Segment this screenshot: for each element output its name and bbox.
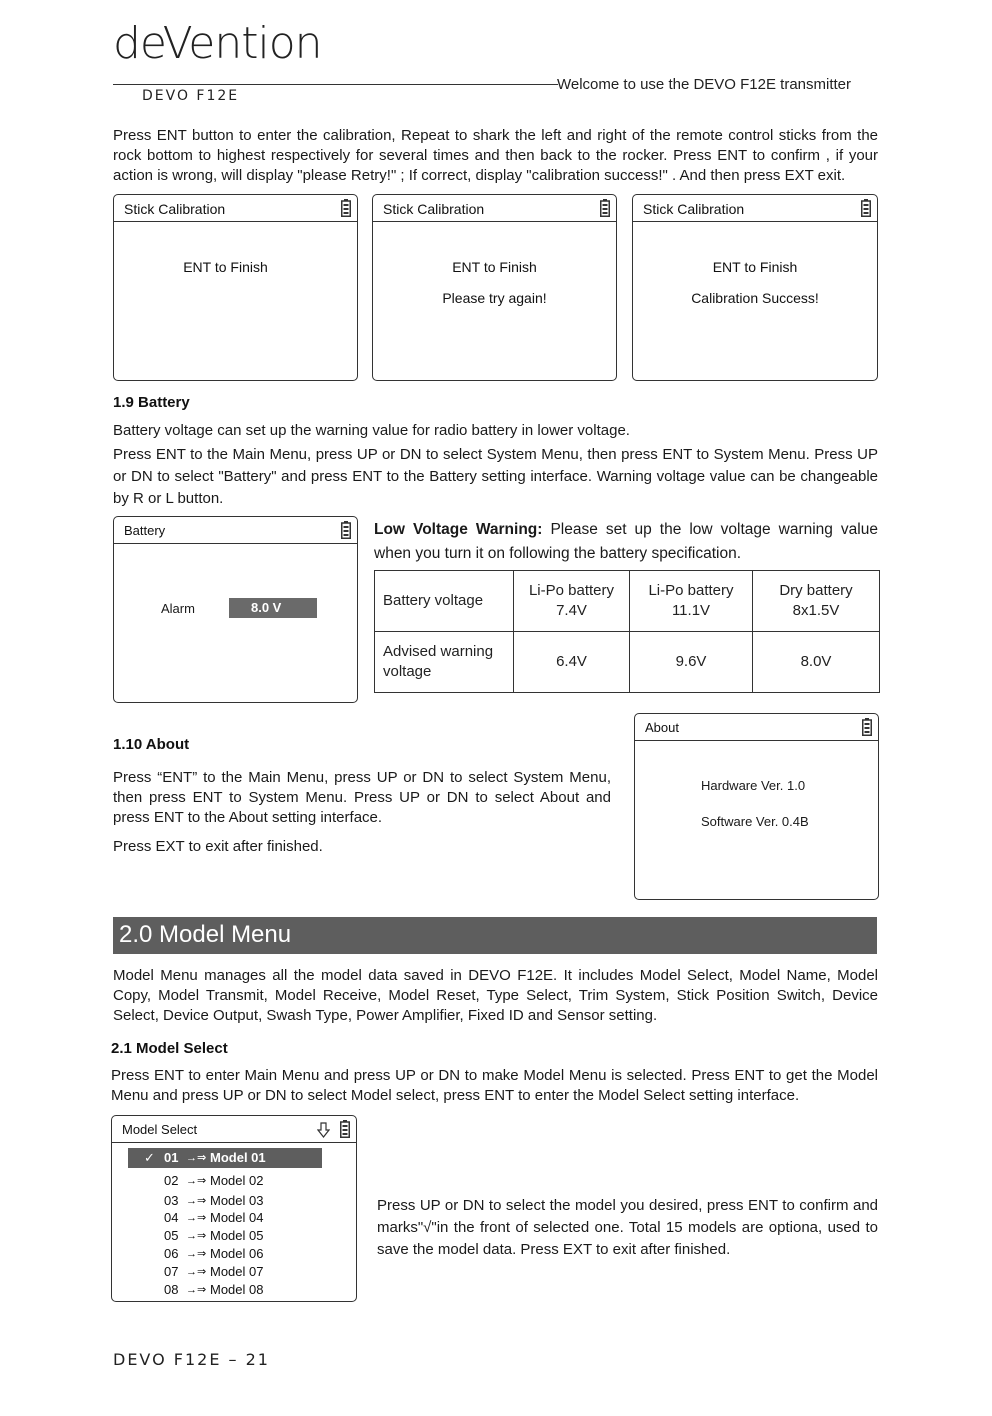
lcd-title: Stick Calibration [643,201,745,217]
table-cell: Battery voltage [375,571,514,632]
alarm-value[interactable]: 8.0 V [229,598,317,618]
transmit-arrow-icon: →⇒ [186,1152,207,1164]
model-number: 01 [164,1150,179,1165]
lcd-screen-calibration-1 [113,194,358,381]
table-row [375,632,880,693]
model-number: 05 [164,1228,179,1243]
battery-icon [862,718,872,736]
table-cell: 9.6V [630,632,753,693]
hardware-version: Hardware Ver. 1.0 [701,778,806,793]
model-number: 08 [164,1282,179,1297]
battery-icon [600,199,610,217]
battery-paragraph-1: Battery voltage can set up the warning value for radio battery in lower voltage. [113,422,630,439]
transmit-arrow-icon: →⇒ [186,1230,207,1242]
section-title: 2.0 Model Menu [119,921,292,948]
model-menu-intro: Model Menu manages all the model data saved in DEVO F12E. It includes Model Select, Model Name, Model Copy, Model Transmit, Model Receive, Model Reset, Type Select, Trim System, Stick Position Switch, Device Select, Device Output, Swash Type, Power Amplifier, Fixed ID and Sensor setting. [113,967,878,1024]
lcd-title: Stick Calibration [124,201,226,217]
section-header-bar [113,917,877,954]
model-number: 06 [164,1246,179,1261]
lcd-line-1: ENT to Finish [183,259,268,275]
lcd-line-1: ENT to Finish [712,259,798,275]
lcd-title: Battery [124,523,166,538]
about-paragraph-2: Press EXT to exit after finished. [113,838,323,855]
lcd-screen-about [634,713,879,900]
page-footer: DEVO F12E – 21 [113,1350,270,1369]
transmit-arrow-icon: →⇒ [186,1175,207,1187]
table-cell: 8.0V [753,632,880,693]
model-list-item-selected[interactable] [128,1148,322,1168]
model-name: Model 06 [210,1246,264,1261]
lcd-divider [373,221,616,222]
model-list-item[interactable] [112,1227,356,1245]
welcome-text: Welcome to use the DEVO F12E transmitter [557,76,852,93]
transmit-arrow-icon: →⇒ [186,1248,207,1260]
lcd-title: Stick Calibration [383,201,485,217]
about-heading: 1.10 About [113,736,190,753]
transmit-arrow-icon: →⇒ [186,1284,207,1296]
battery-icon [341,199,351,217]
logo-model-name: DEVO F12E [142,88,240,104]
model-list-item[interactable] [112,1172,356,1190]
model-number: 04 [164,1210,179,1225]
battery-paragraph-2: Press ENT to the Main Menu, press UP or DN to select System Menu, then press ENT to System Menu. Press UP or DN to select "Battery" and press ENT to the Battery setting interface. Warning voltage value can be changeable by R or L button. [113,446,878,507]
about-paragraph-1: Press “ENT” to the Main Menu, press UP or DN to select System Menu, then press ENT to System Menu. Press UP or DN to select About and press ENT to the About setting interface. [113,769,611,826]
battery-icon [340,1120,350,1138]
lcd-screen-calibration-2 [372,194,617,381]
lcd-divider [114,221,357,222]
brand-logo: deVention [113,18,322,69]
model-name: Model 03 [210,1193,264,1208]
model-number: 02 [164,1173,179,1188]
transmit-arrow-icon: →⇒ [186,1266,207,1278]
model-number: 03 [164,1193,179,1208]
table-row [375,571,880,632]
transmit-arrow-icon: →⇒ [186,1195,207,1207]
lcd-screen-battery [113,516,358,703]
calibration-intro: Press ENT button to enter the calibration, Repeat to shark the left and right of the remote control sticks from the rock bottom to highest respectively for several times and then back to the rocker. Press ENT to confirm , if your action is wrong, will display "please Retry!" ; If correct, display "calibration success!" . And then press EXT exit. [113,127,878,184]
model-select-paragraph: Press ENT to enter Main Menu and press UP or DN to make Model Menu is selected. Press ENT to get the Model Menu and press UP or DN to select Model select, press ENT to enter the Model Select setting interface. [111,1067,878,1104]
model-list-item[interactable] [112,1263,356,1281]
lcd-line-2: Please try again! [442,290,547,306]
software-version: Software Ver. 0.4B [701,814,809,829]
model-list-item[interactable] [112,1281,356,1299]
check-icon: ✓ [144,1150,155,1165]
low-voltage-warning [374,518,878,566]
lcd-divider [635,740,878,741]
table-cell: Li-Po battery 11.1V [630,571,753,632]
lcd-screen-calibration-3 [632,194,878,381]
lcd-divider [112,1142,356,1143]
table-cell: 6.4V [514,632,630,693]
battery-voltage-table [374,570,880,693]
transmit-arrow-icon: →⇒ [186,1212,207,1224]
model-number: 07 [164,1264,179,1279]
lcd-divider [114,543,357,544]
lcd-screen-model-select [111,1115,357,1302]
model-list-item[interactable] [112,1245,356,1263]
model-name: Model 04 [210,1210,264,1225]
battery-icon [861,199,871,217]
table-cell: Advised warning voltage [375,632,514,693]
battery-heading: 1.9 Battery [113,394,190,411]
model-select-description: Press UP or DN to select the model you desired, press ENT to confirm and marks"√"in the front of selected one. Total 15 models are optiona, used to save the model data. Press EXT to exit after finished. [377,1197,878,1258]
lcd-line-2: Calibration Success! [691,290,819,306]
lcd-divider [633,221,877,222]
lcd-title: Model Select [122,1122,198,1137]
alarm-label: Alarm [161,601,195,616]
warning-label: Low Voltage Warning: [374,521,543,538]
model-name: Model 02 [210,1173,264,1188]
model-name: Model 08 [210,1282,264,1297]
download-arrow-icon [317,1122,330,1138]
table-cell: Li-Po battery 7.4V [514,571,630,632]
header-divider [113,84,558,85]
model-name: Model 01 [210,1150,266,1165]
model-name: Model 05 [210,1228,264,1243]
lcd-line-1: ENT to Finish [452,259,537,275]
model-list-item[interactable] [112,1192,356,1210]
model-select-heading: 2.1 Model Select [111,1040,228,1057]
warning-text: Please set up the low voltage warning value when you turn it on following the battery specification. [374,521,878,562]
battery-icon [341,521,351,539]
lcd-title: About [645,720,679,735]
model-name: Model 07 [210,1264,264,1279]
table-cell: Dry battery 8x1.5V [753,571,880,632]
model-list-item[interactable] [112,1209,356,1227]
